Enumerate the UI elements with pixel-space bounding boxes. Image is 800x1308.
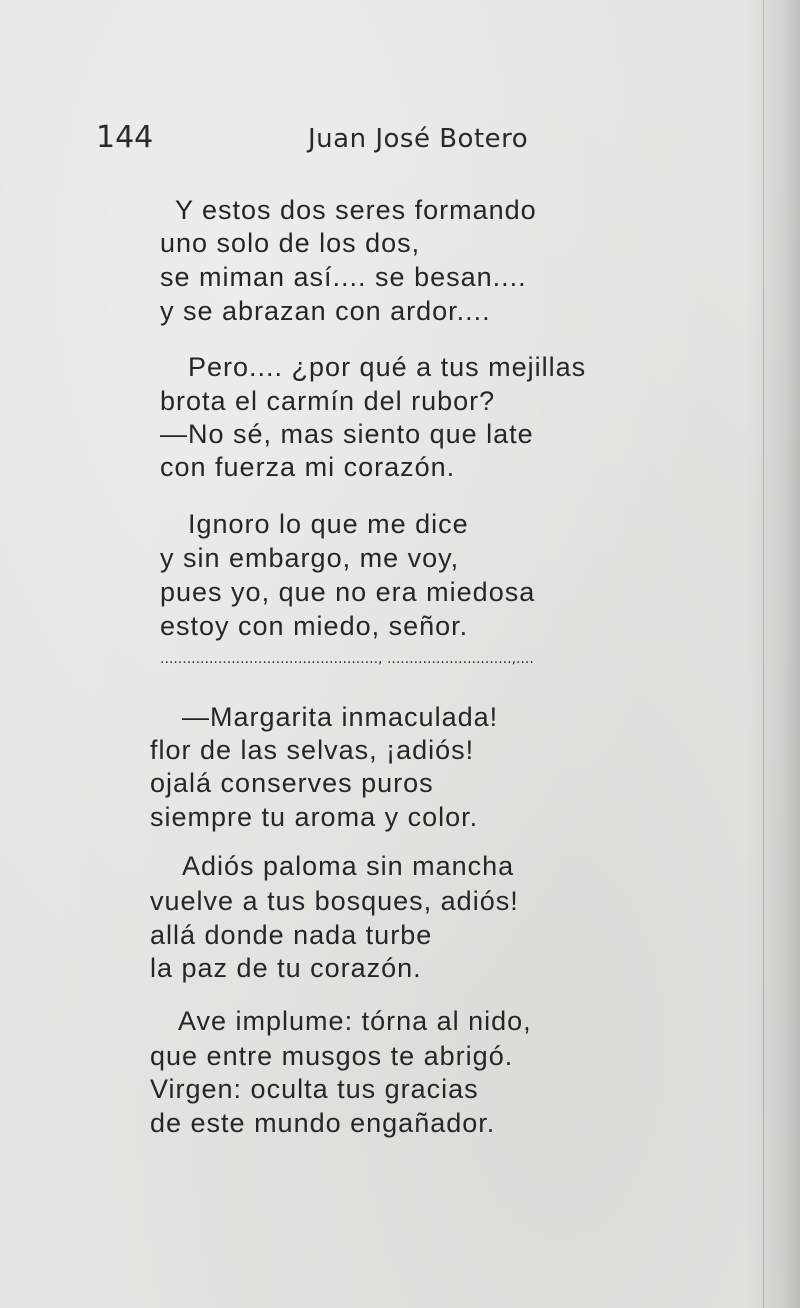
page-edge-line (763, 0, 764, 1308)
poem-line: Adiós paloma sin mancha (182, 851, 515, 881)
poem-line: que entre musgos te abrigó. (150, 1041, 514, 1071)
running-title: Juan José Botero (308, 124, 529, 154)
poem-line: Ignoro lo que me dice (188, 509, 469, 539)
poem-line: flor de las selvas, ¡adiós! (150, 735, 475, 765)
poem-line: brota el carmín del rubor? (160, 386, 496, 416)
poem-line: —No sé, mas siento que late (160, 419, 534, 449)
poem-line: vuelve a tus bosques, adiós! (150, 886, 519, 916)
poem-line: ojalá conserves puros (150, 768, 434, 798)
poem-line: Y estos dos seres formando (175, 195, 537, 225)
poem-line: y sin embargo, me voy, (160, 543, 460, 573)
dotted-separator: ................................................., ............................,.... (160, 651, 534, 667)
page-number: 144 (96, 120, 154, 155)
poem-line: pues yo, que no era miedosa (160, 577, 536, 607)
poem-line: con fuerza mi corazón. (160, 452, 456, 482)
poem-line: se miman así.... se besan.... (160, 262, 527, 292)
poem-line: y se abrazan con ardor.... (160, 296, 491, 326)
poem-line: Virgen: oculta tus gracias (150, 1074, 479, 1104)
poem-line: la paz de tu corazón. (150, 953, 422, 983)
poem-line: estoy con miedo, señor. (160, 611, 469, 641)
poem-line: de este mundo engañador. (150, 1108, 496, 1138)
page-header (96, 118, 566, 162)
poem-line: siempre tu aroma y color. (150, 802, 479, 832)
page-edge-shadow (748, 0, 800, 1308)
poem-line: allá donde nada turbe (150, 920, 433, 950)
poem-line: Pero.... ¿por qué a tus mejillas (188, 352, 587, 382)
poem-line: uno solo de los dos, (160, 228, 421, 258)
poem-line: —Margarita inmaculada! (182, 702, 499, 732)
poem-line: Ave implume: tórna al nido, (178, 1006, 532, 1036)
